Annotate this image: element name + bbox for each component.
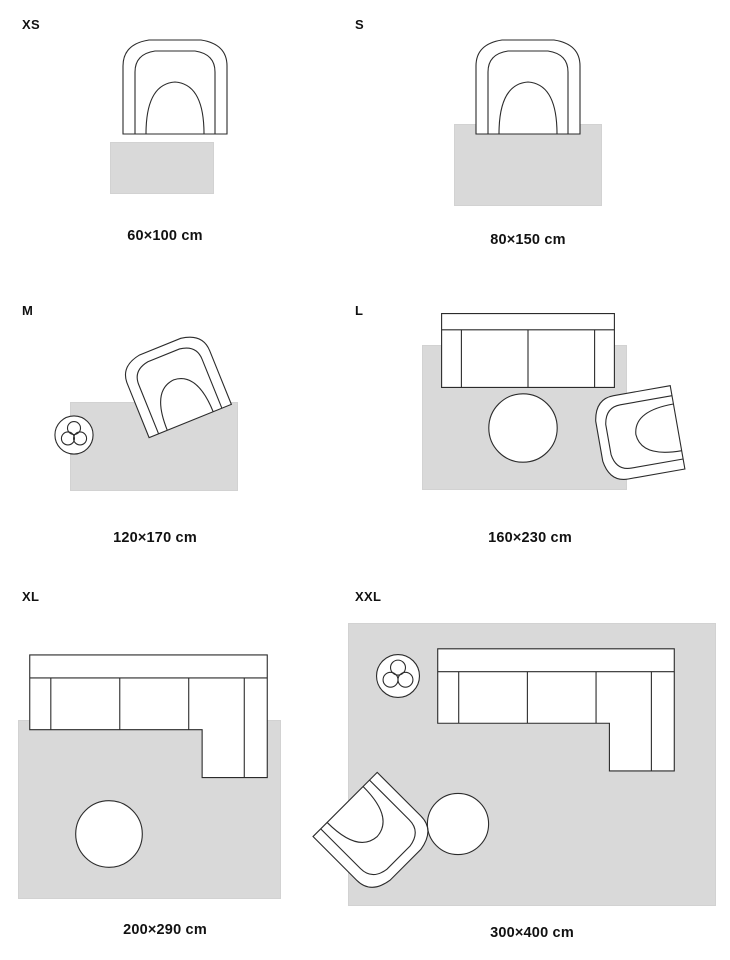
side-table-m [48, 409, 100, 461]
round-coffee-table-l [485, 390, 561, 466]
layout-illustration-xxl [330, 575, 730, 920]
size-cell-s [330, 0, 730, 270]
dimension-label-xl: 200×290 cm [123, 922, 207, 938]
side-table-xxl [370, 648, 426, 704]
dimension-label-xxl: 300×400 cm [490, 925, 574, 941]
size-label-xl: XL [22, 589, 40, 604]
armchair-s [458, 32, 598, 142]
size-cell-xxl [330, 575, 730, 960]
size-cell-xs [0, 0, 330, 270]
layout-illustration-xl [0, 575, 330, 905]
dimension-label-l: 160×230 cm [488, 530, 572, 546]
layout-illustration-s [330, 0, 730, 215]
armchair-m [112, 328, 240, 439]
sofa-l [438, 310, 618, 391]
size-cell-xl [0, 575, 330, 960]
layout-illustration-xs [0, 0, 330, 210]
sectional-sofa-xl [24, 649, 273, 841]
dimension-label-xs: 60×100 cm [127, 228, 203, 244]
size-cell-m [0, 285, 330, 570]
rug-shape-xs [110, 142, 214, 194]
round-coffee-table-xxl [424, 790, 492, 858]
size-label-m: M [22, 303, 34, 318]
size-label-l: L [355, 303, 364, 318]
size-cell-l [330, 285, 730, 570]
dimension-label-s: 80×150 cm [490, 232, 566, 248]
round-coffee-table-xl [72, 797, 146, 871]
armchair-l [588, 385, 698, 487]
size-label-xs: XS [22, 17, 40, 32]
size-label-s: S [355, 17, 364, 32]
layout-illustration-m [0, 285, 330, 510]
dimension-label-m: 120×170 cm [113, 530, 197, 546]
armchair-xs [105, 32, 245, 142]
size-label-xxl: XXL [355, 589, 382, 604]
armchair-xxl [315, 775, 433, 884]
layout-illustration-l [330, 285, 730, 515]
